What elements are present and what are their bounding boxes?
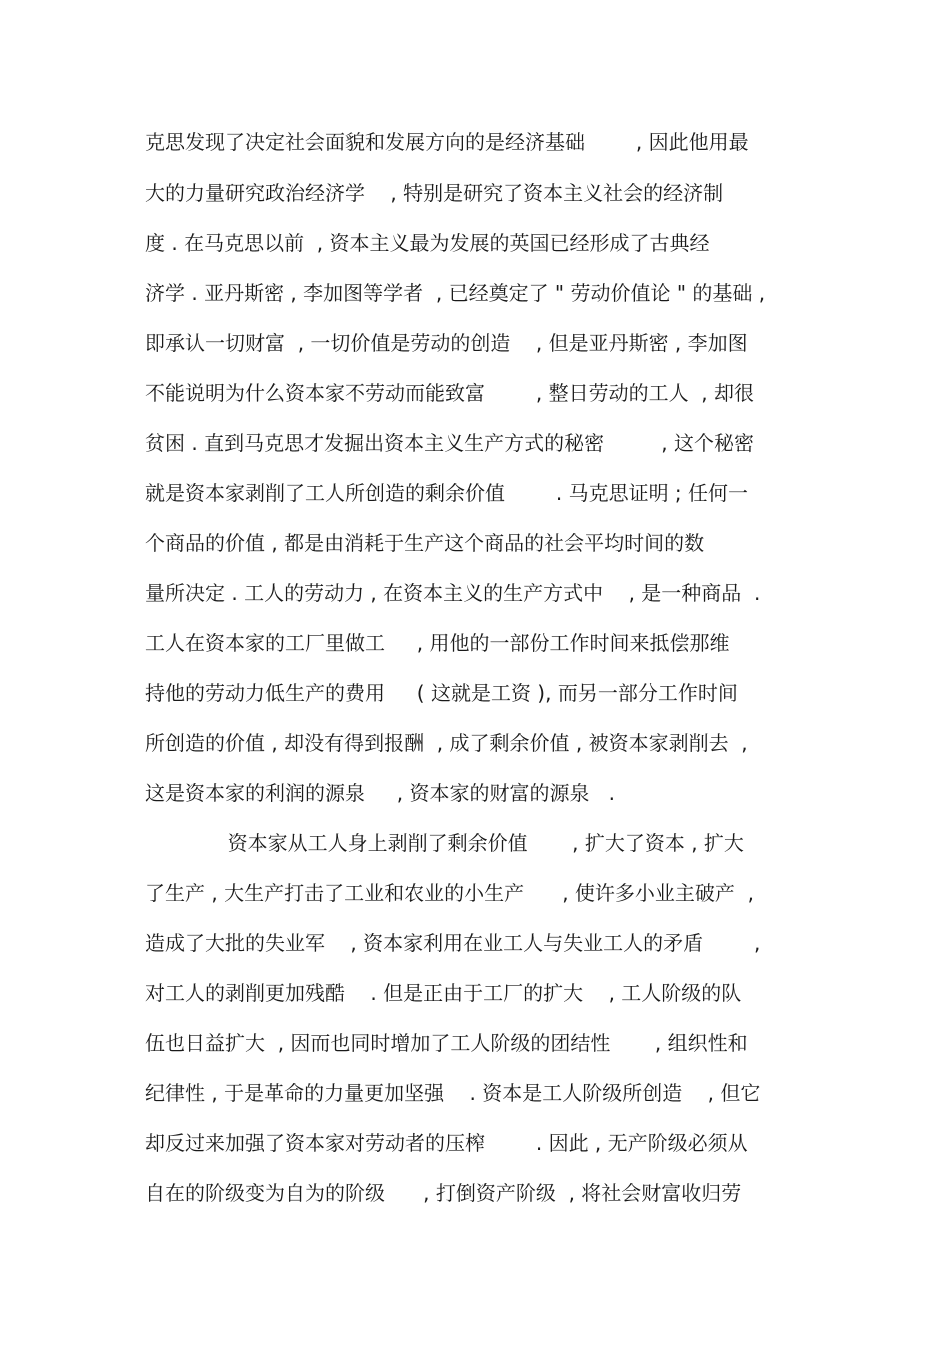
text-line: 资本家从工人身上剥削了剩余价值 , 扩大了资本 , 扩大 — [145, 831, 744, 855]
text-line: 贫困 . 直到马克思才发掘出资本主义生产方式的秘密 , 这个秘密 — [145, 431, 755, 455]
text-line: 不能说明为什么资本家不劳动而能致富 , 整日劳动的工人 , 却很 — [145, 381, 755, 405]
text-line: 工人在资本家的工厂里做工 , 用他的一部份工作时间来抵偿那维 — [145, 631, 730, 655]
text-line: 所创造的价值 , 却没有得到报酬 , 成了剩余价值 , 被资本家剥削去 , — [145, 731, 748, 755]
text-line: 伍也日益扩大 , 因而也同时增加了工人阶级的团结性 , 组织性和 — [145, 1031, 748, 1055]
text-line: 持他的劳动力低生产的费用 ( 这就是工资 ), 而另一部分工作时间 — [145, 681, 738, 705]
text-line: 个商品的价值 , 都是由消耗于生产这个商品的社会平均时间的数 — [145, 531, 705, 555]
text-line: 克思发现了决定社会面貌和发展方向的是经济基础 , 因此他用最 — [145, 130, 749, 154]
text-line: 即承认一切财富 , 一切价值是劳动的创造 , 但是亚丹斯密 , 李加图 — [145, 331, 748, 355]
text-line: 却反过来加强了资本家对劳动者的压榨 . 因此 , 无产阶级必须从 — [145, 1131, 748, 1155]
text-line: 济学 . 亚丹斯密 , 李加图等学者 , 已经奠定了 " 劳动价值论 " 的基础 , — [145, 281, 766, 305]
text-line: 就是资本家剥削了工人所创造的剩余价值 . 马克思证明 ; 任何一 — [145, 481, 749, 505]
text-line: 大的力量研究政治经济学 , 特别是研究了资本主义社会的经济制 — [145, 181, 724, 205]
text-line: 造成了大批的失业军 , 资本家利用在业工人与失业工人的矛盾 , — [145, 931, 761, 955]
text-line: 这是资本家的利润的源泉 , 资本家的财富的源泉 . — [145, 781, 615, 805]
text-line: 自在的阶级变为自为的阶级 , 打倒资产阶级 , 将社会财富收归劳 — [145, 1181, 742, 1205]
text-line: 纪律性 , 于是革命的力量更加坚强 . 资本是工人阶级所创造 , 但它 — [145, 1081, 761, 1105]
text-line: 量所决定 . 工人的劳动力 , 在资本主义的生产方式中 , 是一种商品 . — [145, 581, 761, 605]
text-line: 度 . 在马克思以前 , 资本主义最为发展的英国已经形成了古典经 — [145, 231, 710, 255]
text-line: 对工人的剥削更加残酷 . 但是正由于工厂的扩大 , 工人阶级的队 — [145, 981, 742, 1005]
text-line: 了生产 , 大生产打击了工业和农业的小生产 , 使许多小业主破产 , — [145, 881, 755, 905]
